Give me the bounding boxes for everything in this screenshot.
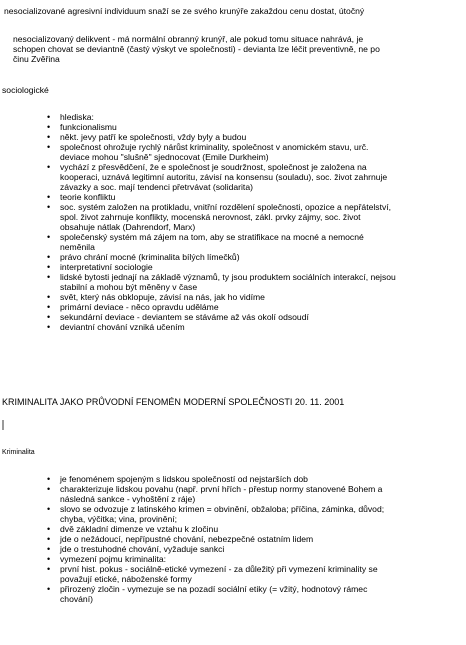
list-item <box>60 162 396 192</box>
paragraph-delinquent <box>13 34 380 64</box>
heading-criminality-modern: KRIMINALITA JAKO PRŮVODNÍ FENOMÉN MODERNÍ SPOLEČNOSTI 20. 11. 2001 <box>2 397 345 407</box>
paragraph-line: schopen chovat se deviantně (častý výskyt ve společnosti) - devianta lze léčit preventivně, ne po <box>13 44 380 54</box>
list-item-line: • vychází z přesvědčení, že e společnost je soudržnost, společnost je založena na <box>60 162 367 172</box>
list-item-line: • první hist. pokus - sociálně-etické vymezení - za důležitý při vymezení kriminality se <box>60 564 378 574</box>
list-item-line: následná sankce - vyhoštění z ráje) <box>60 494 196 504</box>
list-item-line: závazky a soc. mají tendenci přetrvávat (solidarita) <box>60 182 253 192</box>
criminality-list <box>60 474 384 604</box>
list-item-line: stabilní a mohou být měněny v čase <box>60 282 198 292</box>
list-item <box>60 554 384 564</box>
list-item-line: • někt. jevy patří ke společnosti, vždy byly a budou <box>60 132 247 142</box>
list-item-line: • hlediska: <box>60 112 94 122</box>
list-item-line: • dvě základní dimenze ve vztahu k zločinu <box>60 524 219 534</box>
list-item-line: obsahuje nátlak (Dahrendorf, Marx) <box>60 222 196 232</box>
list-item-line: neměnila <box>60 242 95 252</box>
list-item <box>60 484 384 504</box>
list-item <box>60 534 384 544</box>
list-item <box>60 504 384 524</box>
list-item-line: • svět, který nás obklopuje, závisí na nás, jak ho vidíme <box>60 292 265 302</box>
list-item <box>60 202 396 232</box>
list-item <box>60 272 396 292</box>
list-item-line: • přirozený zločin - vymezuje se na pozadí sociální etiky (= vžitý, hodnotový rámec <box>60 584 368 594</box>
list-item-line: • jde o trestuhodné chování, vyžaduje sankci <box>60 544 225 554</box>
list-item <box>60 252 396 262</box>
list-item <box>60 474 384 484</box>
list-item <box>60 564 384 584</box>
list-item <box>60 122 396 132</box>
list-item <box>60 132 396 142</box>
list-item <box>60 544 384 554</box>
list-item <box>60 292 396 302</box>
list-item-line: • teorie konfliktu <box>60 192 116 202</box>
list-item-line: • slovo se odvozuje z latinského krimen = obvinění, obžaloba; příčina, záminka, důvod; <box>60 504 385 514</box>
list-item <box>60 312 396 322</box>
list-item-line: • interpretativní sociologie <box>60 262 153 272</box>
paragraph-line: nesocializovaný delikvent - má normální obranný krunýř, ale pokud tomu situace nahrává, je <box>13 34 364 44</box>
list-item-line: chyba, výčitka; vina, provinění; <box>60 514 178 524</box>
list-item-line: • sekundární deviace - deviantem se stáváme až vás okolí odsoudí <box>60 312 309 322</box>
list-item <box>60 262 396 272</box>
list-item-line: • soc. systém založen na protikladu, vnitřní rozdělení společnosti, opozice a nepřátelství, <box>60 202 392 212</box>
list-item <box>60 232 396 252</box>
list-item-line: deviace mohou "slušně" sjednocovat (Emile Durkheim) <box>60 152 269 162</box>
list-item <box>60 584 384 604</box>
heading-sociological: sociologické <box>2 85 49 95</box>
list-item-line: • charakterizuje lidskou povahu (např. první hřích - přestup normy stanovené Bohem a <box>60 484 383 494</box>
list-item <box>60 142 396 162</box>
list-item-line: • společnost ohrožuje rychlý nárůst kriminality, společnost v anomickém stavu, urč. <box>60 142 369 152</box>
list-item-line: • je fenoménem spojeným s lidskou společností od nejstarších dob <box>60 474 308 484</box>
list-item-line: • primární deviace - něco opravdu uděláme <box>60 302 219 312</box>
heading-criminality: Kriminalita <box>2 449 35 456</box>
list-item-line: • jde o nežádoucí, nepřípustné chování, nebezpečné ostatním lidem <box>60 534 314 544</box>
text-cursor-mark <box>2 420 4 430</box>
list-item-line: spol. život zahrnuje konflikty, mocenská nerovnost, zákl. prvky zájmy, soc. život <box>60 212 361 222</box>
list-item-line: • společenský systém má zájem na tom, aby se stratifikace na mocné a nemocné <box>60 232 364 242</box>
list-item <box>60 322 396 332</box>
list-item-line: • funkcionalismu <box>60 122 117 132</box>
list-item-line: kooperaci, uznává legitimní autoritu, závisí na konsensu (souladu), soc. život zahrnuje <box>60 172 388 182</box>
list-item-line: považují etické, náboženské formy <box>60 574 192 584</box>
list-item <box>60 112 396 122</box>
list-item-line: • lidské bytosti jednají na základě významů, ty jsou produktem sociálních interakcí, nejsou <box>60 272 396 282</box>
list-item <box>60 524 384 534</box>
paragraph-aggressive: nesocializované agresivní individuum snaží se ze svého krunýře zakaždou cenu dostat, útočný <box>4 6 365 16</box>
list-item-line: • deviantní chování vzniká učením <box>60 322 185 332</box>
list-item <box>60 302 396 312</box>
sociology-list <box>60 112 396 332</box>
list-item-line: chování) <box>60 594 93 604</box>
paragraph-line: činu Zvěřina <box>13 54 60 64</box>
list-item-line: • právo chrání mocné (kriminalita bílých límečků) <box>60 252 240 262</box>
list-item <box>60 192 396 202</box>
list-item-line: • vymezení pojmu kriminalita: <box>60 554 167 564</box>
